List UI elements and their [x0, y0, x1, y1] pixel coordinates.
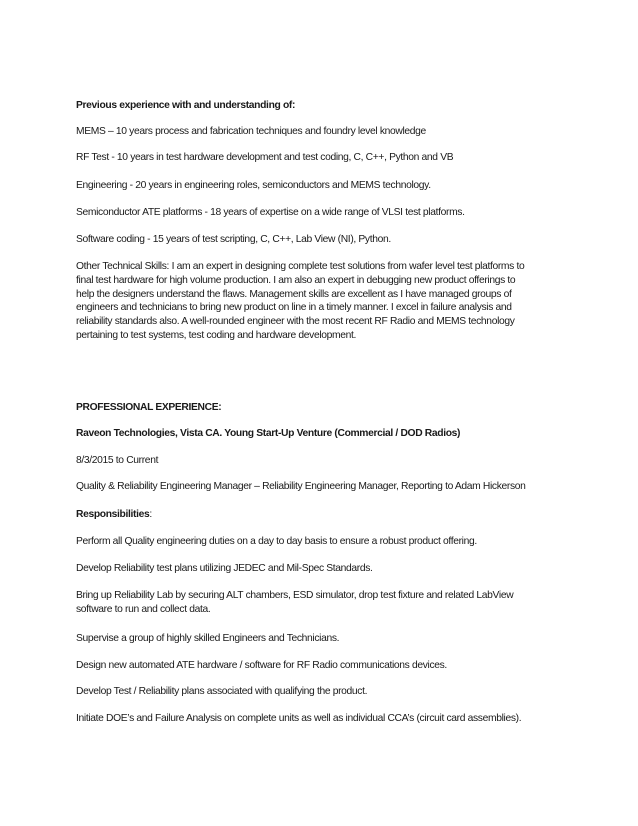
paragraph-line: final test hardware for high volume production. I am also an expert in debugging new product offerings to	[76, 274, 516, 286]
paragraph-line: engineers and technicians to bring new product on line in a timely manner. I excel in failure analysis and	[76, 302, 512, 314]
professional-experience-heading: PROFESSIONAL EXPERIENCE:	[76, 402, 222, 413]
responsibility-item: Supervise a group of highly skilled Engineers and Technicians.	[76, 633, 340, 644]
responsibility-item: Perform all Quality engineering duties on a day to day basis to ensure a robust product offering.	[76, 536, 477, 547]
paragraph-line: pertaining to test systems, test coding and hardware development.	[76, 329, 357, 341]
other-technical-skills	[76, 260, 566, 343]
responsibility-item: Initiate DOE’s and Failure Analysis on complete units as well as individual CCA’s (circuit card assemblies).	[76, 713, 522, 724]
paragraph-line: software to run and collect data.	[76, 603, 211, 615]
experience-item-rf-test: RF Test - 10 years in test hardware development and test coding, C, C++, Python and VB	[76, 152, 454, 163]
experience-item-ate: Semiconductor ATE platforms - 18 years of expertise on a wide range of VLSI test platforms.	[76, 207, 465, 218]
company-heading: Raveon Technologies, Vista CA. Young Start-Up Venture (Commercial / DOD Radios)	[76, 428, 461, 439]
previous-experience-heading: Previous experience with and understanding of:	[76, 100, 296, 111]
responsibility-item-reliability-lab	[76, 589, 566, 617]
responsibility-item: Develop Test / Reliability plans associated with qualifying the product.	[76, 686, 368, 697]
paragraph-line: Bring up Reliability Lab by securing ALT chambers, ESD simulator, drop test fixture and related LabView	[76, 590, 514, 601]
responsibility-item: Develop Reliability test plans utilizing JEDEC and Mil-Spec Standards.	[76, 563, 373, 574]
job-title: Quality & Reliability Engineering Manager – Reliability Engineering Manager, Reporting to Adam Hickerson	[76, 481, 526, 492]
employment-dates: 8/3/2015 to Current	[76, 455, 159, 466]
responsibilities-heading	[76, 508, 576, 521]
paragraph-line: help the designers understand the flaws. Management skills are excellent as I have managed groups of	[76, 288, 512, 300]
responsibilities-label: Responsibilities	[76, 509, 150, 520]
paragraph-line: reliability standards also. A well-rounded engineer with the most recent RF Radio and MEMS technology	[76, 316, 515, 328]
experience-item-software: Software coding - 15 years of test scripting, C, C++, Lab View (NI), Python.	[76, 234, 391, 245]
paragraph-line: Other Technical Skills: I am an expert in designing complete test solutions from wafer level test platforms to	[76, 261, 525, 272]
responsibilities-colon: :	[149, 509, 152, 520]
experience-item-mems: MEMS – 10 years process and fabrication techniques and foundry level knowledge	[76, 126, 426, 137]
experience-item-engineering: Engineering - 20 years in engineering roles, semiconductors and MEMS technology.	[76, 180, 431, 191]
responsibility-item: Design new automated ATE hardware / software for RF Radio communications devices.	[76, 660, 447, 671]
